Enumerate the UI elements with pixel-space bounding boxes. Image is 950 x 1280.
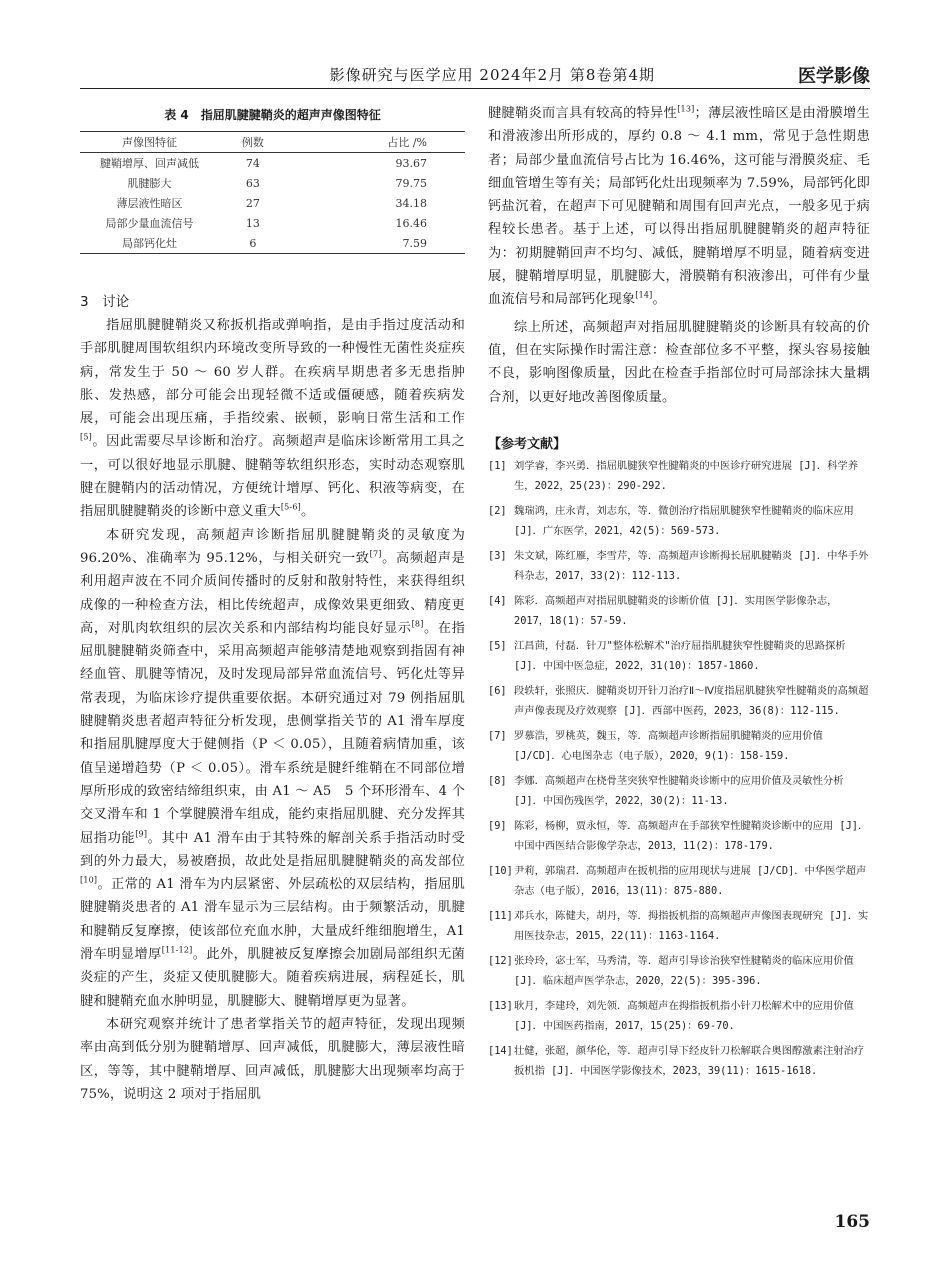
col-header-feature: 声像图特征: [122, 136, 178, 149]
cell-cases: 13: [245, 216, 260, 230]
cell-cases: 63: [245, 176, 260, 190]
table-row: [80, 233, 465, 254]
reference-item: [7] 罗慕浩，罗桃英，魏玉，等．高频超声诊断指屈肌腱鞘炎的应用价值 [J/CD]．心电图杂志（电子版），2020，9(1)：158-159.: [488, 729, 823, 762]
reference-item: [2] 魏瑞鸿，庄永青，刘志东，等．微创治疗指屈肌腱狭窄性腱鞘炎的临床应用 [J]．广东医学，2021，42(5)：569-573.: [488, 504, 854, 537]
cell-cases: 6: [249, 236, 257, 250]
paragraph: 腱腱鞘炎而言具有较高的特异性[13]；薄层液性暗区是由滑膜增生和滑液渗出所形成的，厚约 0.8 ～ 4.1 mm，常见于急性期患者；局部少量血流信号占比为 16.46%，这可能与滑膜炎症、毛细血管增生等有关；局部钙化灶出现频率为 7.59%，局部钙化即钙盐沉着，在超声下可见腱鞘和周围有回声光点，一般多见于病程较长患者。基于上述，可以得出指屈肌腱腱鞘炎的超声特征为：初期腱鞘回声不均匀、减低，腱鞘增厚不明显，随着病变进展，腱鞘增厚明显，肌腱膨大，滑膜鞘有积液渗出，可伴有少量血流信号和局部钙化现象[14]。: [488, 104, 870, 308]
journal-title: 影像研究与医学应用 2024年2月 第8卷第4期: [329, 66, 655, 84]
col-header-cases: 例数: [241, 136, 264, 149]
reference-item: [5] 江昌茴，付磊．针刀"整体松解术"治疗屈指肌腱狭窄性腱鞘炎的思路探析 [J]．中国中医急症，2022，31(10)：1857-1860.: [488, 639, 846, 672]
page-header: [80, 58, 870, 90]
header-rule: [80, 88, 870, 89]
cell-cases: 74: [245, 156, 260, 170]
reference-item: [4] 陈彩．高频超声对指屈肌腱鞘炎的诊断价值 [J]．实用医学影像杂志，2017，18(1)：57-59.: [488, 594, 838, 627]
citation: [10]: [80, 875, 98, 885]
cell-percent: 34.18: [395, 196, 427, 210]
reference-item: [14] 壮健，张超，颜华伦，等．超声引导下经皮针刀松解联合奥图醇激素注射治疗扳机指 [J]．中国医学影像技术，2023，39(11)：1615-1618.: [488, 1044, 865, 1077]
col-header-percent: 占比 /%: [387, 136, 427, 149]
cell-feature: 腱鞘增厚、回声减低: [100, 157, 200, 170]
cell-percent: 7.59: [402, 236, 427, 250]
section-heading: 3 讨论: [80, 294, 130, 310]
paragraph: 综上所述，高频超声对指屈肌腱腱鞘炎的诊断具有较高的价值，但在实际操作时需注意：检查部位多不平整，探头容易接触不良，影响图像质量，因此在检查手指部位时可局部涂抹大量耦合剂，以更好地改善图像质量。: [488, 319, 870, 405]
reference-item: [3] 朱文斌，陈红雁，李雪芹，等．高频超声诊断拇长屈肌腱鞘炎 [J]．中华手外科杂志，2017，33(2)：112-113.: [488, 549, 869, 582]
cell-feature: 局部少量血流信号: [105, 217, 194, 230]
cell-feature: 薄层液性暗区: [116, 197, 183, 210]
table-row: [80, 173, 465, 193]
citation: [14]: [635, 290, 653, 300]
reference-item: [11] 邓兵水，陈健夫，胡丹，等．拇指扳机指的高频超声声像图表现研究 [J]．实用医技杂志，2015，22(11)：1163-1164.: [488, 909, 869, 942]
table-title: 表 4 指屈肌腱腱鞘炎的超声声像图特征: [164, 108, 381, 122]
citation: [13]: [677, 104, 695, 114]
cell-percent: 16.46: [395, 216, 427, 230]
reference-item: [1] 刘学睿，李兴勇．指屈肌腱狭窄性腱鞘炎的中医诊疗研究进展 [J]．科学养生，2022，25(23)：290-292.: [488, 459, 858, 492]
reference-item: [10] 尹莉，郭瑞君．高频超声在扳机指的应用现状与进展 [J/CD]．中华医学超声杂志（电子版），2016，13(11)：875-880.: [488, 864, 867, 897]
reference-item: [6] 段轶轩，张照庆．腱鞘炎切开针刀治疗Ⅱ～Ⅳ度指屈肌腱狭窄性腱鞘炎的高频超声声像表现及疗效观察 [J]．西部中医药，2023，36(8)：112-115.: [488, 684, 869, 717]
citation: [8]: [411, 619, 424, 629]
citation: [7]: [369, 549, 382, 559]
cell-feature: 局部钙化灶: [122, 237, 178, 250]
citation: [11-12]: [161, 945, 193, 955]
paragraph: 本研究发现，高频超声诊断指屈肌腱腱鞘炎的灵敏度为 96.20%、准确率为 95.12%，与相关研究一致[7]。高频超声是利用超声波在不同介质间传播时的反射和散射特性，来获得组织成像的一种检查方法，相比传统超声，成像效果更细致、精度更高，对肌肉软组织的层次关系和内部结构均能良好显示[8]。在指屈肌腱腱鞘炎筛查中，采用高频超声能够清楚地观察到指固有神经血管、肌腱等情况，及时发现局部异常血流信号、钙化灶等异常表现，为临床诊疗提供重要依据。本研究通过对 79 例指屈肌腱腱鞘炎患者超声特征分析发现，患侧掌指关节的 A1 滑车厚度和指屈肌腱厚度大于健侧指（P ＜ 0.05），且随着病情加重，该值呈递增趋势（P ＜ 0.05）。滑车系统是腱纤维鞘在不同部位增厚所形成的致密结缔组织束，由 A1 ～ A5 5 个环形滑车、4 个交叉滑车和 1 个掌腱膜滑车组成，能约束指屈肌腱、充分发挥其屈指功能[9]。其中 A1 滑车由于其特殊的解剖关系手指活动时受到的外力最大，易被磨损，故此处是指屈肌腱腱鞘炎的高发部位[10]。正常的 A1 滑车为内层紧密、外层疏松的双层结构，指屈肌腱腱鞘炎患者的 A1 滑车显示为三层结构。由于频繁活动，肌腱和腱鞘反复摩擦，使该部位充血水肿，大量成纤维细胞增生，A1 滑车明显增厚[11-12]。此外，肌腱被反复摩擦会加剧局部组织无菌炎症的产生，炎症又使肌腱膨大。随着疾病进展，病程延长，肌腱和腱鞘充血水肿明显，肌腱膨大、腱鞘增厚更为显著。: [80, 527, 466, 1009]
section-name: 医学影像: [798, 66, 870, 87]
reference-item: [9] 陈彩，杨柳，贾永恒，等．高频超声在手部狭窄性腱鞘炎诊断中的应用 [J]．中国中西医结合影像学杂志，2013，11(2)：178-179.: [488, 819, 869, 852]
cell-feature: 肌腱膨大: [127, 177, 172, 190]
citation: [5]: [80, 433, 92, 443]
page-number: 165: [834, 1212, 870, 1232]
right-column: [488, 102, 870, 1086]
reference-item: [13] 耿月，李建玲，刘先领．高频超声在拇指扳机指小针刀松解术中的应用价值 [J]．中国医药指南，2017，15(25)：69-70.: [488, 999, 854, 1032]
cell-percent: 93.67: [395, 156, 427, 170]
table-row: [80, 153, 465, 174]
table-header-row: [80, 132, 465, 153]
cell-cases: 27: [245, 196, 260, 210]
left-column: [80, 102, 465, 1106]
cell-percent: 79.75: [395, 176, 427, 190]
citation: [9]: [135, 829, 148, 839]
paragraph: 本研究观察并统计了患者掌指关节的超声特征，发现出现频率由高到低分别为腱鞘增厚、回声减低，肌腱膨大，薄层液性暗区，等等，其中腱鞘增厚、回声减低，肌腱膨大出现频率均高于 75%，说明这 2 项对于指屈肌: [80, 1016, 465, 1102]
citation: [5-6]: [280, 502, 301, 512]
reference-item: [8] 李娜．高频超声在桡骨茎突狭窄性腱鞘炎诊断中的应用价值及灵敏性分析 [J]．中国伤残医学，2022，30(2)：11-13.: [488, 774, 844, 807]
table-row: [80, 193, 465, 213]
features-table: [80, 131, 465, 254]
references-title: 【参考文献】: [488, 436, 567, 452]
reference-item: [12] 张玲玲，宓士军，马秀清，等．超声引导诊治狭窄性腱鞘炎的临床应用价值 [J]．临床超声医学杂志，2020，22(5)：395-396.: [488, 954, 854, 987]
table-row: [80, 213, 465, 233]
paragraph: 指屈肌腱腱鞘炎又称扳机指或弹响指，是由手指过度活动和手部肌腱周围软组织内环境改变所导致的一种慢性无菌性炎症疾病，常发生于 50 ～ 60 岁人群。在疾病早期患者多无患指肿胀、发热感，部分可能会出现轻微不适或僵硬感，随着疾病发展，可能会出现压痛，手指绞索、嵌顿，影响日常生活和工作[5]。因此需要尽早诊断和治疗。高频超声是临床诊断常用工具之一，可以很好地显示肌腱、腱鞘等软组织形态，实时动态观察肌腱在腱鞘内的活动情况，方便统计增厚、钙化、积液等病变，在指屈肌腱腱鞘炎的诊断中意义重大[5-6]。: [80, 318, 465, 520]
